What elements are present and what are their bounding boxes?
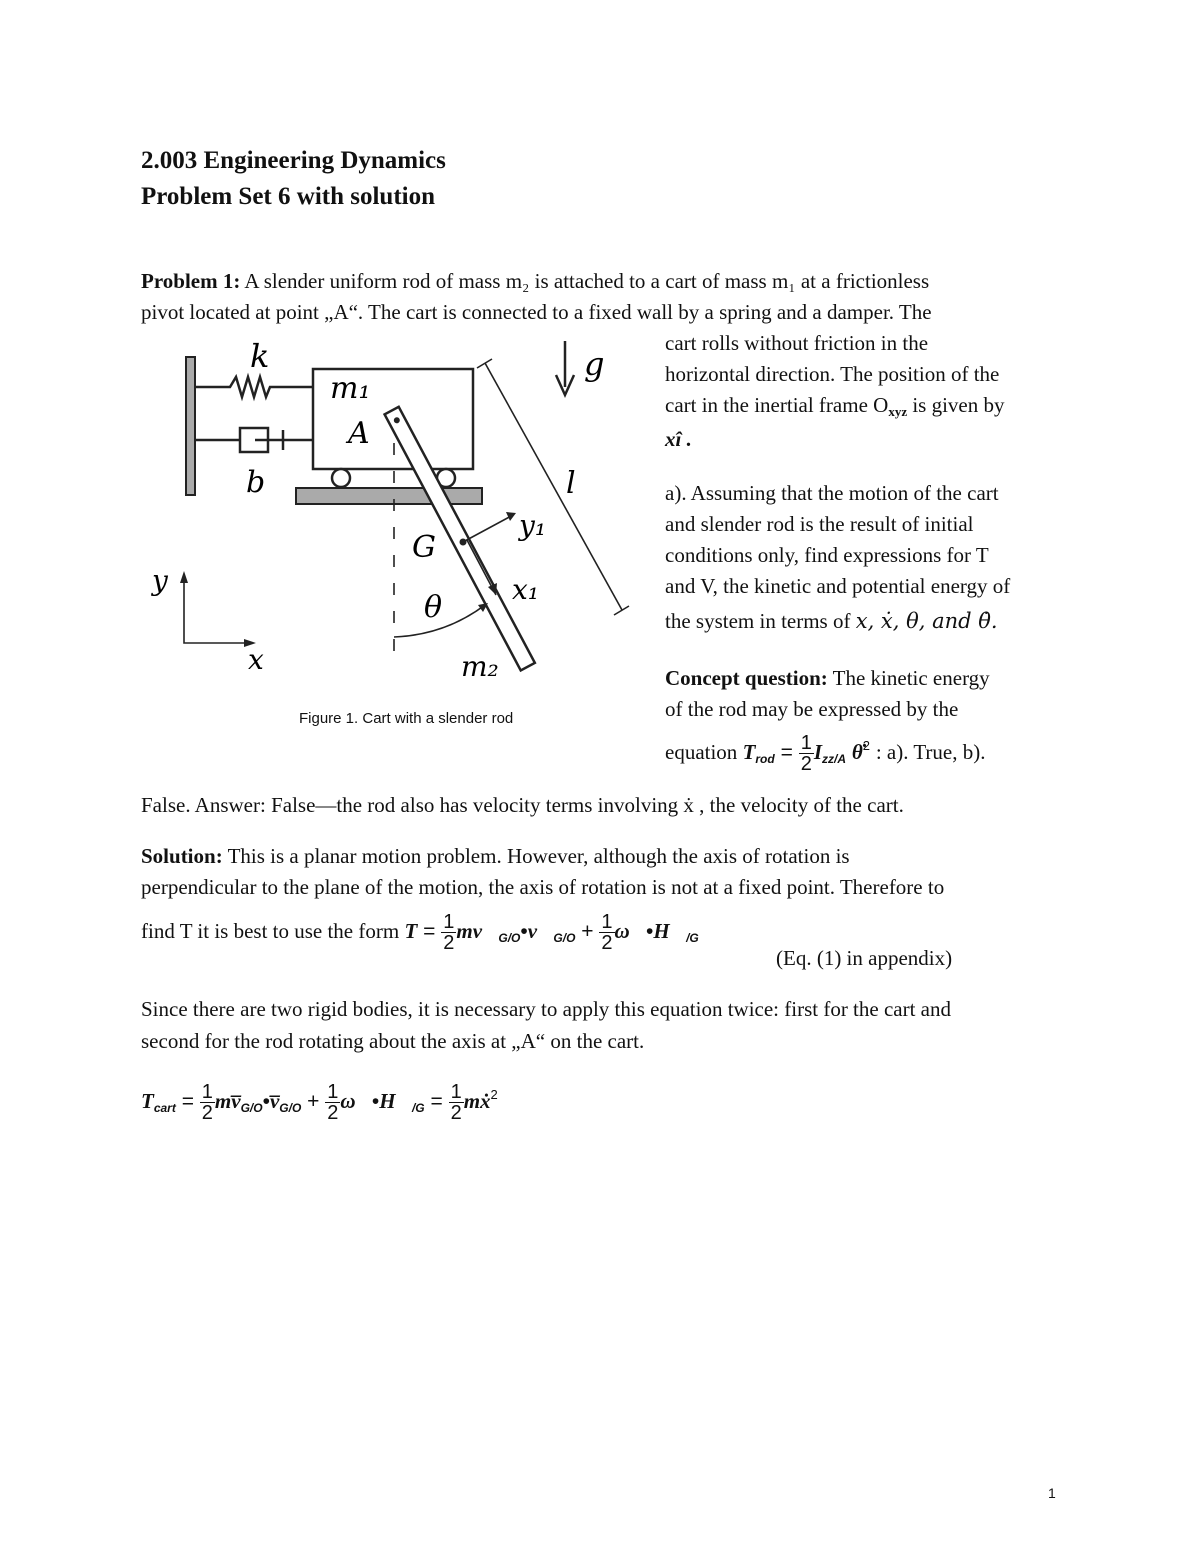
- kinetic-energy-form-equation: T = $\frac{1}{2}$ $mv⃗_{G/O}•v⃗_{G/O}$ + $\frac{1}{2}$ $\omega⃗•H⃗_{/G}$: [404, 911, 699, 954]
- y1-axis-arrow: [463, 515, 513, 542]
- rod-kinetic-energy-equation: $T_{rod}$ = $\frac{1}{2}$ $I_{zz/A}$ θ̇$^2$: [742, 731, 870, 775]
- concept-line1: Concept question: The kinetic energy: [665, 666, 990, 690]
- spring: [195, 377, 313, 397]
- document-subtitle: Problem Set 6 with solution: [141, 183, 435, 210]
- label-m1: m₁: [330, 371, 371, 406]
- equation-reference: (Eq. (1) in appendix): [776, 946, 953, 970]
- solution-line5: second for the rod rotating about the axis at „A“ on the cart.: [141, 1029, 645, 1053]
- cart-rod-figure: [152, 335, 650, 735]
- label-k: k: [250, 337, 270, 375]
- label-y1: y₁: [519, 509, 547, 542]
- part-a-line3: conditions only, find expressions for T: [665, 543, 989, 567]
- fixed-wall: [186, 357, 195, 495]
- solution-line1: Solution: This is a planar motion problem. However, although the axis of rotation is: [141, 844, 850, 868]
- problem1-label: Problem 1:: [141, 269, 241, 293]
- length-dimension: [485, 363, 622, 610]
- label-l: l: [566, 466, 576, 501]
- label-g: g: [584, 345, 605, 383]
- part-a-line5: the system in terms of x, ẋ, θ, and θ̇.: [665, 609, 998, 633]
- concept-line2: of the rod may be expressed by the: [665, 697, 959, 721]
- cart-kinetic-energy-equation: $T_{cart}$ = $\frac{1}{2}$ $mv̅_{G/O}•v̅_{G/O}$ + $\frac{1}{2}$ $\omega⃗•H⃗_{/G}$ = $\frac{1}{2}$ mẋ$^2$: [141, 1081, 498, 1124]
- label-x: x: [248, 643, 264, 676]
- center-of-mass: [460, 539, 467, 546]
- right-text-3: cart in the inertial frame Oxyz is given by: [665, 393, 1005, 419]
- part-a-line4: and V, the kinetic and potential energy of: [665, 574, 1011, 598]
- solution-line2: perpendicular to the plane of the motion, the axis of rotation is not at a fixed point. Therefore to: [141, 875, 945, 899]
- right-text-1: cart rolls without friction in the: [665, 331, 929, 355]
- label-x1: x₁: [512, 573, 540, 606]
- concept-line3: equation $T_{rod}$ = $\frac{1}{2}$ $I_{zz/A}$ θ̇$^2$ : a). True, b).: [665, 731, 986, 775]
- problem1-line2: pivot located at point „A“. The cart is connected to a fixed wall by a spring and a damper. The: [141, 300, 932, 324]
- inertial-axes: [184, 577, 250, 643]
- solution-line3: find T it is best to use the form T = $\frac{1}{2}$ $mv⃗_{G/O}•v⃗_{G/O}$ + $\frac{1}{2}$ $\omega⃗•H⃗_{/G}$: [141, 911, 699, 954]
- solution-line4: Since there are two rigid bodies, it is necessary to apply this equation twice: first for the cart and: [141, 997, 952, 1021]
- figure-caption: Figure 1. Cart with a slender rod: [299, 710, 514, 727]
- right-text-2: horizontal direction. The position of the: [665, 362, 1000, 386]
- label-m2: m₂: [461, 650, 499, 683]
- label-G: G: [412, 530, 436, 565]
- label-A: A: [348, 416, 370, 451]
- position-expression: xî .: [665, 427, 692, 451]
- document-title: 2.003 Engineering Dynamics: [141, 147, 446, 174]
- label-theta: θ: [424, 590, 443, 625]
- part-a-line1: a). Assuming that the motion of the cart: [665, 481, 999, 505]
- ground-track: [296, 488, 482, 504]
- concept-answer: False. Answer: False—the rod also has velocity terms involving ẋ , the velocity of the cart.: [141, 793, 904, 817]
- label-y: y: [152, 564, 168, 597]
- part-a-line2: and slender rod is the result of initial: [665, 512, 974, 536]
- page-number: 1: [1048, 1485, 1056, 1501]
- problem1-text: A slender uniform rod of mass m₂ is attached to a cart of mass m₁ at a frictionless: [240, 269, 930, 293]
- cart-wheel-left: [332, 469, 350, 487]
- problem1-line1: [141, 266, 929, 297]
- label-b: b: [246, 465, 266, 500]
